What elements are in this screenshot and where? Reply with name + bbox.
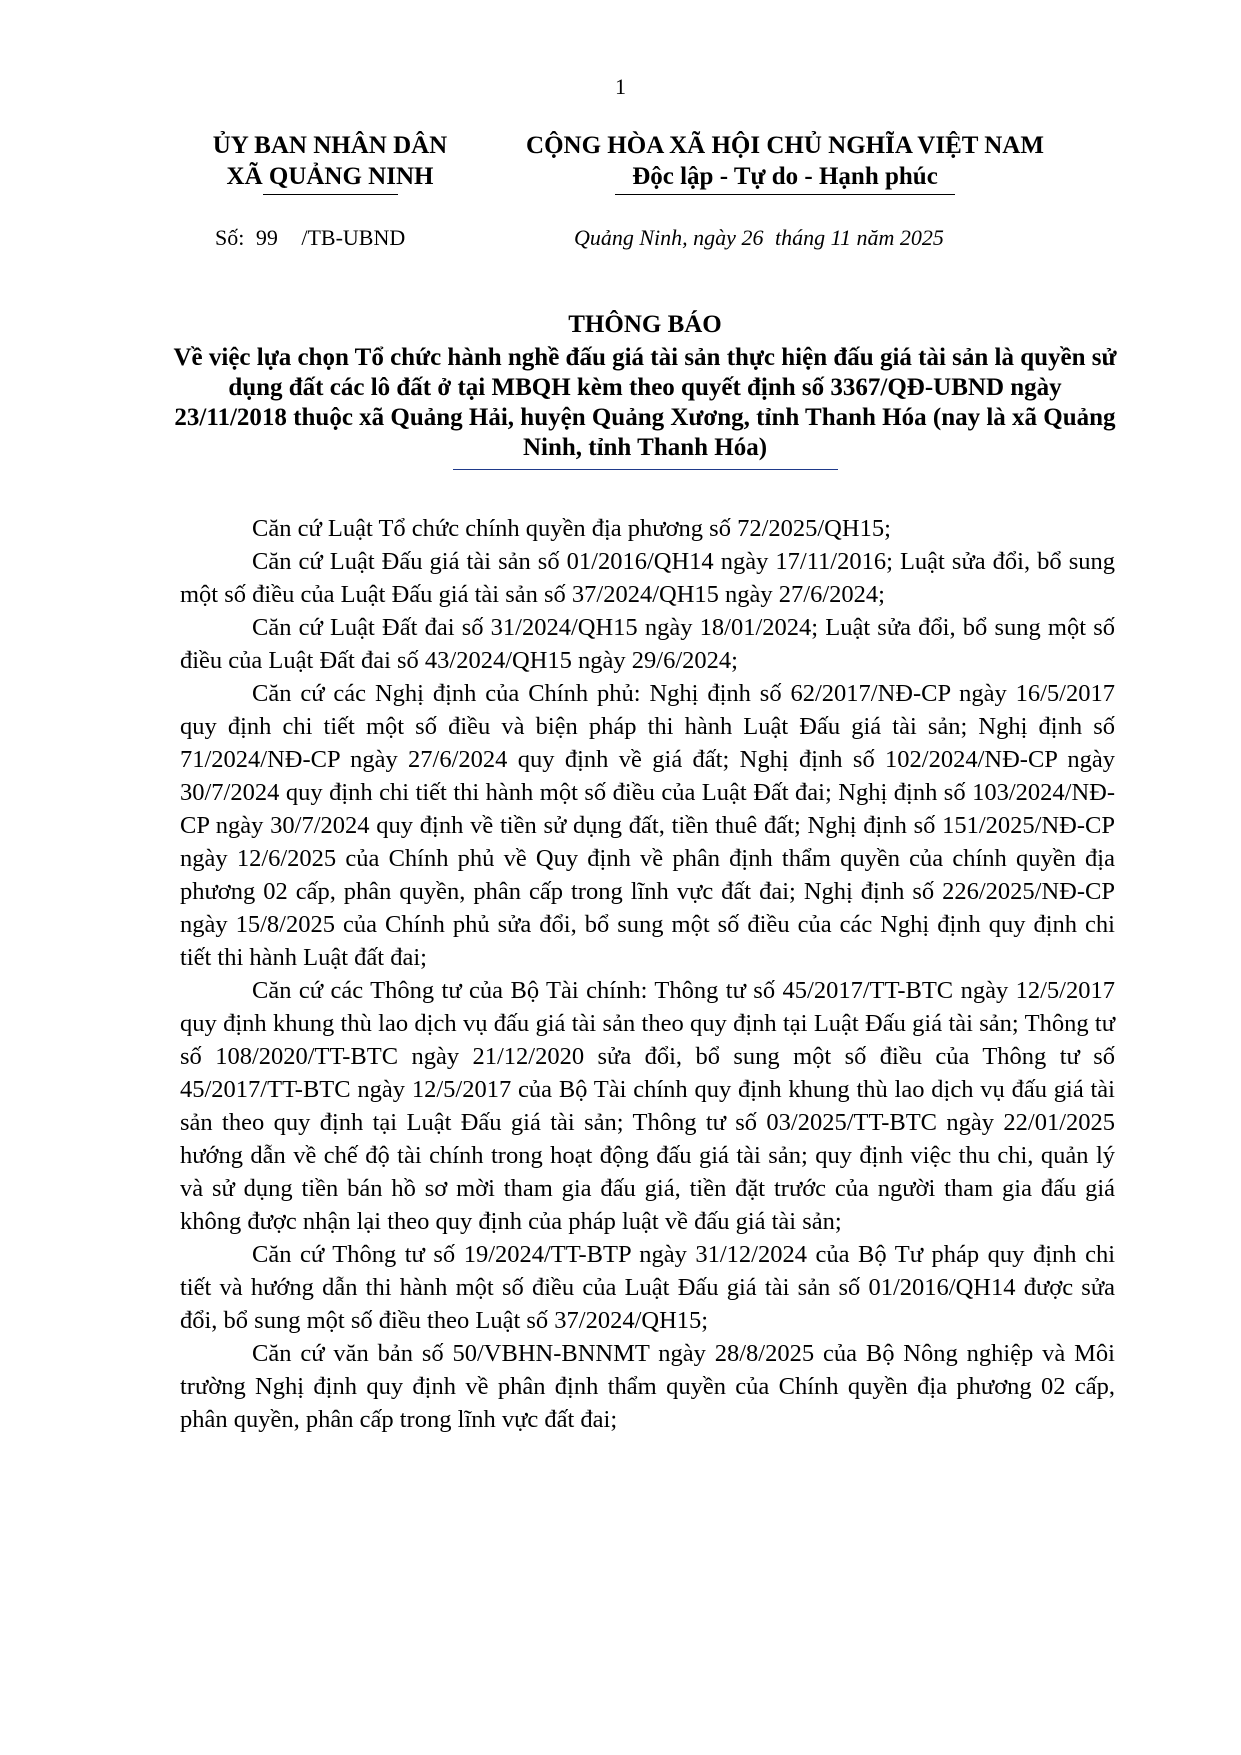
issue-date — [574, 225, 944, 251]
notice-title — [170, 310, 1120, 470]
nation-name: CỘNG HÒA XÃ HỘI CHỦ NGHĨA VIỆT NAM — [526, 132, 1044, 159]
date-month-label: tháng — [774, 225, 826, 250]
date-year: năm 2025 — [856, 225, 944, 250]
issuing-authority — [180, 130, 480, 195]
motto: Độc lập - Tự do - Hạnh phúc — [632, 163, 938, 190]
ref-number: 99 — [255, 225, 278, 250]
document-number — [215, 225, 405, 251]
authority-line-1: ỦY BAN NHÂN DÂN — [212, 132, 448, 159]
date-month: 11 — [830, 225, 851, 250]
motto-underline — [615, 194, 955, 195]
basis-paragraph: Căn cứ Luật Đất đai số 31/2024/QH15 ngày 18/01/2024; Luật sửa đổi, bổ sung một số điều của Luật Đất đai số 43/2024/QH15 ngày 29/6/2024; — [180, 614, 1115, 674]
basis-paragraph: Căn cứ Luật Tổ chức chính quyền địa phương số 72/2025/QH15; — [252, 515, 891, 542]
ref-prefix: Số: — [215, 225, 245, 250]
authority-line-2: XÃ QUẢNG NINH — [226, 163, 434, 190]
authority-underline — [263, 194, 398, 195]
title-subject: Về việc lựa chọn Tổ chức hành nghề đấu giá tài sản thực hiện đấu giá tài sản là quyền sử dụng đất các lô đất ở tại MBQH kèm theo quyết định số 3367/QĐ-UBND ngày 23/11/2018 thuộc xã Quảng Hải, huyện Quảng Xương, tỉnh Thanh Hóa (nay là xã Quảng Ninh, tỉnh Thanh Hóa) — [173, 344, 1117, 461]
date-day: 26 — [741, 225, 764, 250]
national-motto — [490, 130, 1080, 195]
basis-paragraph: Căn cứ các Nghị định của Chính phủ: Nghị định số 62/2017/NĐ-CP ngày 16/5/2017 quy định chi tiết một số điều và biện pháp thi hành Luật Đấu giá tài sản; Nghị định số 71/2024/NĐ-CP ngày 27/6/2024 quy định về giá đất; Nghị định số 102/2024/NĐ-CP ngày 30/7/2024 quy định chi tiết thi hành một số điều của Luật Đất đai; Nghị định số 103/2024/NĐ-CP ngày 30/7/2024 quy định về tiền sử dụng đất, tiền thuê đất; Nghị định số 151/2025/NĐ-CP ngày 12/6/2025 của Chính phủ về Quy định về phân định thẩm quyền của chính quyền địa phương 02 cấp, phân quyền, phân cấp trong lĩnh vực đất đai; Nghị định số 226/2025/NĐ-CP ngày 15/8/2025 của Chính phủ sửa đổi, bổ sung một số điều của các Nghị định quy định chi tiết thi hành Luật đất đai; — [180, 680, 1115, 971]
ref-suffix: /TB-UBND — [301, 225, 406, 250]
legal-bases — [180, 512, 1115, 1436]
basis-paragraph: Căn cứ Thông tư số 19/2024/TT-BTP ngày 31/12/2024 của Bộ Tư pháp quy định chi tiết và hướng dẫn thi hành một số điều của Luật Đấu giá tài sản số 01/2016/QH14 được sửa đổi, bổ sung một số điều theo Luật số 37/2024/QH15; — [180, 1241, 1115, 1334]
basis-paragraph: Căn cứ văn bản số 50/VBHN-BNNMT ngày 28/8/2025 của Bộ Nông nghiệp và Môi trường Nghị định quy định về phân định thẩm quyền của Chính quyền địa phương 02 cấp, phân quyền, phân cấp trong lĩnh vực đất đai; — [180, 1340, 1115, 1433]
date-place: Quảng Ninh, ngày — [574, 225, 736, 250]
title-underline — [453, 469, 838, 470]
title-main: THÔNG BÁO — [568, 311, 722, 338]
basis-paragraph: Căn cứ Luật Đấu giá tài sản số 01/2016/QH14 ngày 17/11/2016; Luật sửa đổi, bổ sung một số điều của Luật Đấu giá tài sản số 37/2024/QH15 ngày 27/6/2024; — [180, 548, 1115, 608]
page-number: 1 — [615, 74, 626, 99]
basis-paragraph: Căn cứ các Thông tư của Bộ Tài chính: Thông tư số 45/2017/TT-BTC ngày 12/5/2017 quy định khung thù lao dịch vụ đấu giá tài sản theo quy định tại Luật Đấu giá tài sản; Thông tư số 108/2020/TT-BTC ngày 21/12/2020 sửa đổi, bổ sung một số điều của Thông tư số 45/2017/TT-BTC ngày 12/5/2017 của Bộ Tài chính quy định khung thù lao dịch vụ đấu giá tài sản theo quy định tại Luật Đấu giá tài sản; Thông tư số 03/2025/TT-BTC ngày 22/01/2025 hướng dẫn về chế độ tài chính trong hoạt động đấu giá tài sản; quy định việc thu chi, quản lý và sử dụng tiền bán hồ sơ mời tham gia đấu giá, tiền đặt trước của người tham gia đấu giá không được nhận lại theo quy định của pháp luật về đấu giá tài sản; — [180, 977, 1115, 1235]
